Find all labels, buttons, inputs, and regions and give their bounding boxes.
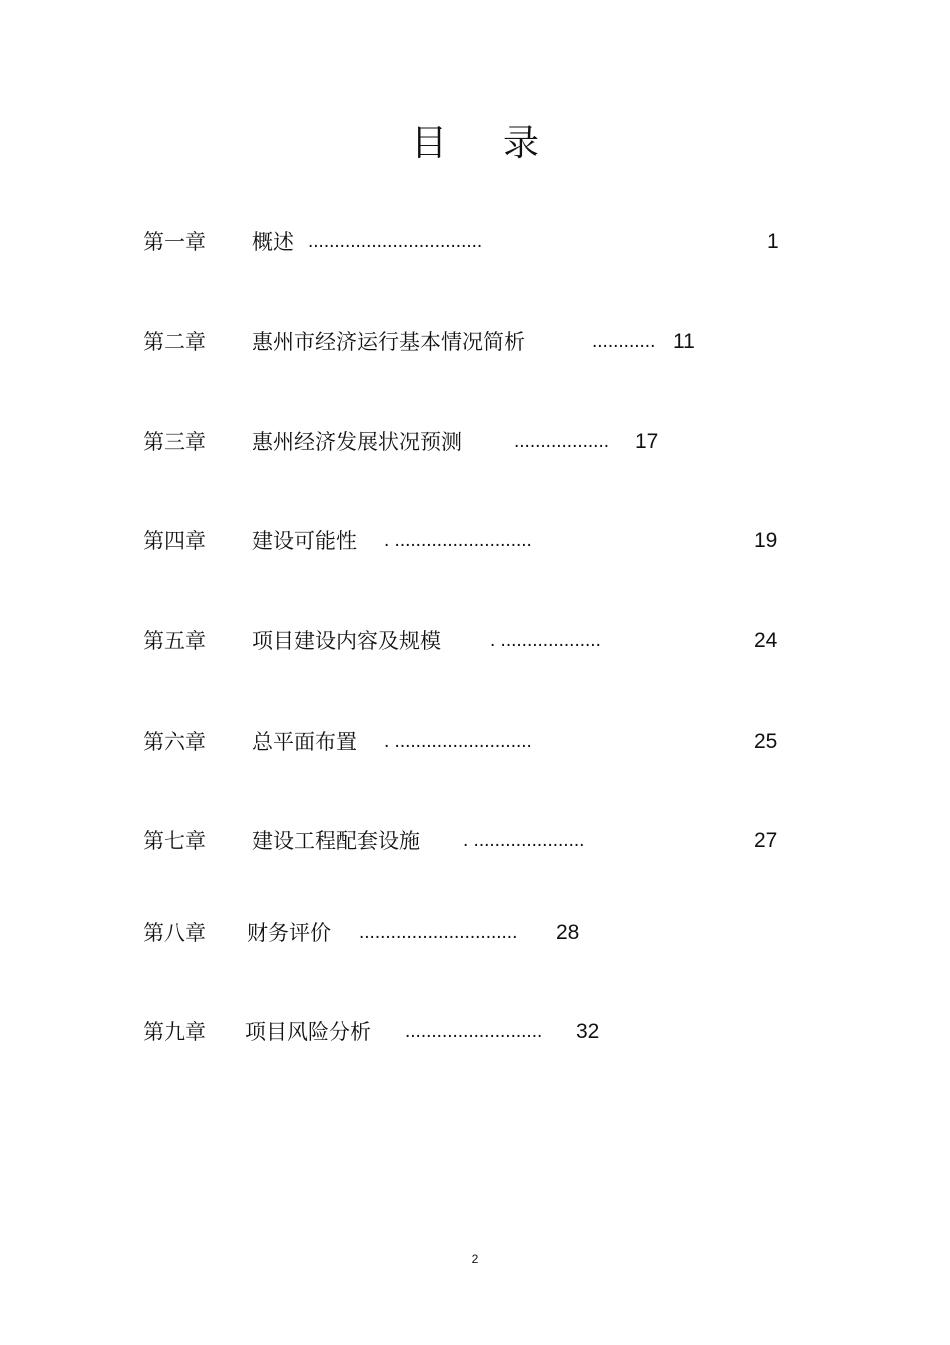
leader-dots: . .......................... — [384, 731, 532, 752]
leader-dots: . ..................... — [463, 830, 585, 851]
chapter-number: 第八章 — [143, 921, 206, 945]
chapter-number: 第三章 — [143, 430, 206, 454]
chapter-number: 第一章 — [143, 230, 206, 254]
chapter-name: 建设工程配套设施 — [252, 829, 420, 853]
page-number: 32 — [576, 1020, 600, 1043]
chapter-number: 第二章 — [143, 330, 206, 354]
page-number: 1 — [767, 230, 779, 253]
toc-entry-chapter-2[interactable] — [0, 327, 950, 357]
toc-entry-chapter-1[interactable] — [0, 227, 950, 257]
leader-dots: . ................... — [490, 630, 601, 651]
page-number: 28 — [556, 921, 580, 944]
page-number: 25 — [754, 730, 778, 753]
chapter-number: 第四章 — [143, 529, 206, 553]
page-footer-number: 2 — [471, 1252, 479, 1266]
chapter-name: 惠州经济发展状况预测 — [252, 430, 462, 454]
toc-entry-chapter-3[interactable] — [0, 427, 950, 457]
chapter-name: 建设可能性 — [252, 529, 357, 553]
leader-dots: . .......................... — [384, 530, 532, 551]
chapter-number: 第五章 — [143, 629, 206, 653]
chapter-number: 第七章 — [143, 829, 206, 853]
toc-entry-chapter-8[interactable] — [0, 918, 950, 948]
toc-title — [0, 118, 950, 170]
toc-title-char-1: 目 — [410, 123, 447, 164]
toc-entry-chapter-7[interactable] — [0, 826, 950, 856]
leader-dots: .................. — [514, 431, 610, 452]
leader-dots: .......................... — [405, 1021, 543, 1042]
page-number: 27 — [754, 829, 778, 852]
page-number: 19 — [754, 529, 778, 552]
chapter-name: 项目建设内容及规模 — [252, 629, 441, 653]
page-number: 24 — [754, 629, 778, 652]
toc-entry-chapter-5[interactable] — [0, 626, 950, 656]
toc-title-char-2: 录 — [503, 123, 540, 164]
leader-dots: .............................. — [359, 922, 518, 943]
chapter-name: 概述 — [252, 230, 294, 254]
chapter-name: 项目风险分析 — [245, 1020, 371, 1044]
toc-entry-chapter-6[interactable] — [0, 727, 950, 757]
chapter-name: 惠州市经济运行基本情况简析 — [252, 330, 525, 354]
leader-dots: ................................. — [308, 231, 483, 252]
page-number: 11 — [673, 330, 695, 353]
leader-dots: ............ — [592, 331, 656, 352]
toc-entry-chapter-4[interactable] — [0, 526, 950, 556]
chapter-name: 总平面布置 — [252, 730, 357, 754]
toc-entry-chapter-9[interactable] — [0, 1017, 950, 1047]
page-number: 17 — [635, 430, 659, 453]
chapter-name: 财务评价 — [247, 921, 331, 945]
chapter-number: 第九章 — [143, 1020, 206, 1044]
chapter-number: 第六章 — [143, 730, 206, 754]
